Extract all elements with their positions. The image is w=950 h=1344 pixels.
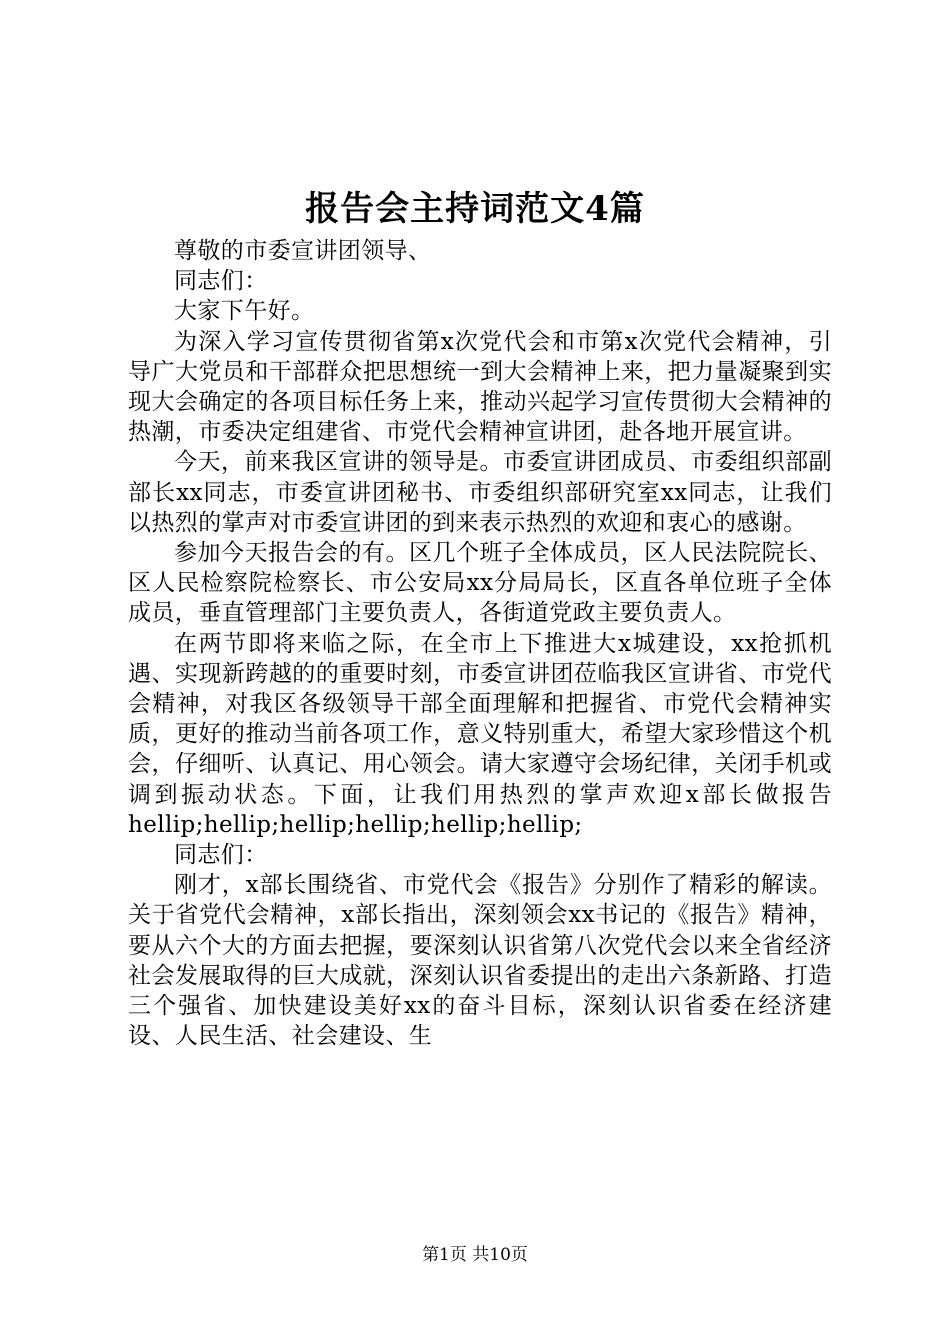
paragraph-speakers: 今天，前来我区宣讲的领导是。市委宣讲团成员、市委组织部副部长xx同志，市委宣讲团秘书、市委组织部研究室xx同志，让我们以热烈的掌声对市委宣讲团的到来表示热烈的欢迎和衷心的感谢。: [128, 449, 832, 536]
ellipsis-line: hellip;hellip;hellip;hellip;hellip;hellip;: [128, 811, 583, 838]
salutation-comrades: 同志们：: [174, 268, 268, 295]
paragraph-occasion: 在两节即将来临之际，在全市上下推进大x城建设，xx抢抓机遇、实现新跨越的的重要时刻，市委宣讲团莅临我区宣讲省、市党代会精神，对我区各级领导干部全面理解和把握省、市党代会精神实质，更好的推动当前各项工作，意义特别重大，希望大家珍惜这个机会，仔细听、认真记、用心领会。请大家遵守会场纪律，关闭手机或调到振动状态。下面，让我们用热烈的掌声欢迎x部长做报告: [128, 630, 832, 808]
document-title: 报告会主持词范文4篇: [305, 189, 645, 229]
page-footer: 第1页 共10页: [422, 1245, 528, 1265]
greeting: 大家下午好。: [174, 298, 315, 325]
salutation-leaders: 尊敬的市委宣讲团领导、: [174, 238, 432, 264]
document-body: [128, 236, 832, 1051]
salutation-comrades-2: 同志们：: [174, 842, 268, 869]
paragraph-purpose: 为深入学习宣传贯彻省第x次党代会和市第x次党代会精神，引导广大党员和干部群众把思想统一到大会精神上来，把力量凝聚到实现大会确定的各项目标任务上来，推动兴起学习宣传贯彻大会精神的热潮，市委决定组建省、市党代会精神宣讲团，赴各地开展宣讲。: [128, 328, 832, 446]
paragraph-summary: 刚才，x部长围绕省、市党代会《报告》分别作了精彩的解读。关于省党代会精神，x部长指出，深刻领会xx书记的《报告》精神，要从六个大的方面去把握，要深刻认识省第八次党代会以来全省经济社会发展取得的巨大成就，深刻认识省委提出的走出六条新路、打造三个强省、加快建设美好xx的奋斗目标，深刻认识省委在经济建设、人民生活、社会建设、生: [128, 872, 832, 1050]
paragraph-attendees: 参加今天报告会的有。区几个班子全体成员，区人民法院院长、区人民检察院检察长、市公安局xx分局局长，区直各单位班子全体成员，垂直管理部门主要负责人，各街道党政主要负责人。: [128, 540, 832, 627]
